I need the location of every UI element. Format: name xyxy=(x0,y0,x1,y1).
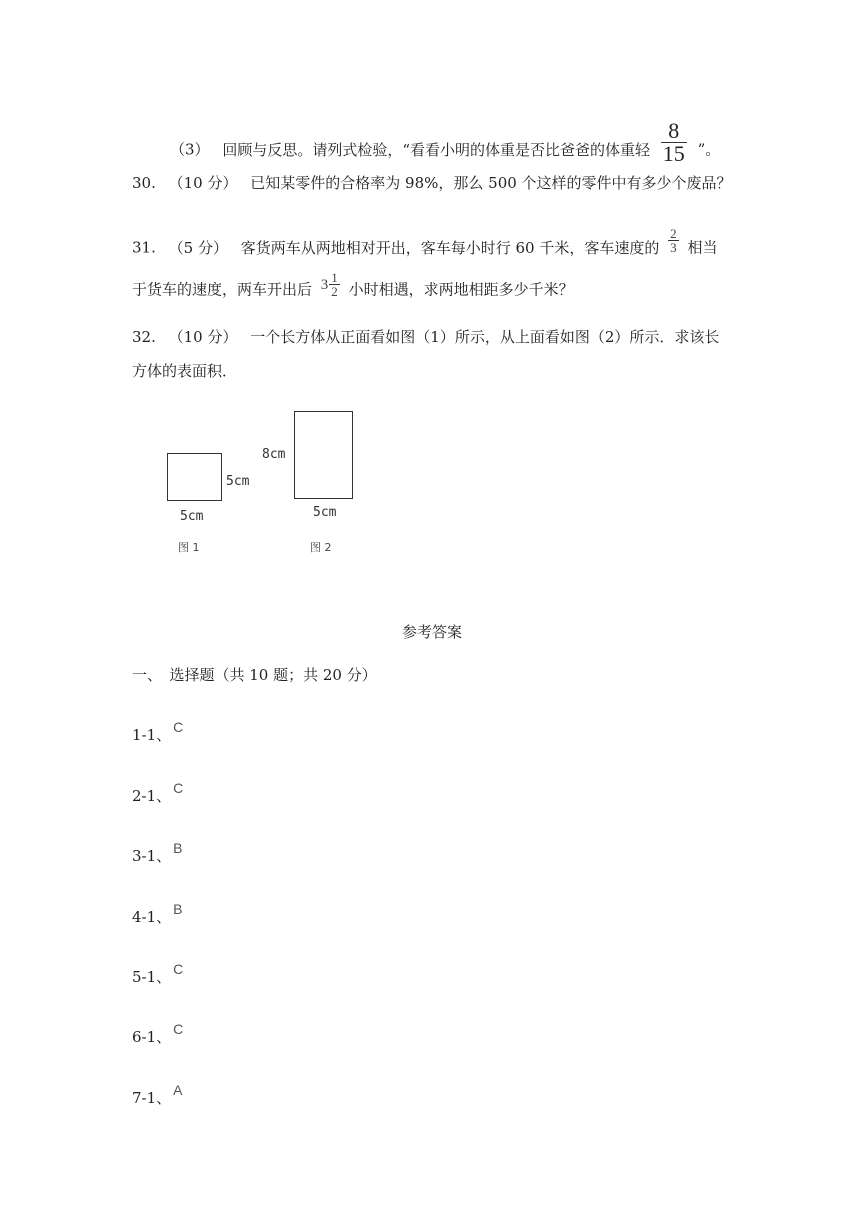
answer-value: B xyxy=(173,901,183,917)
answer-value: C xyxy=(173,1021,184,1037)
mixed-whole: 3 xyxy=(320,276,329,293)
fraction-numerator: 8 xyxy=(668,118,680,143)
answer-label: 4-1、 xyxy=(132,908,172,926)
q31-line2 xyxy=(132,270,574,304)
fraction-8-15 xyxy=(661,120,687,165)
q30-text: 已知某零件的合格率为 98%，那么 500 个这样的零件中有多少个废品？ xyxy=(250,174,732,192)
figure2-side-label: 8cm xyxy=(262,447,286,462)
answer-item xyxy=(132,719,184,745)
answer-item xyxy=(132,840,183,866)
fraction-numerator: 1 xyxy=(331,270,338,285)
answer-item xyxy=(132,780,184,806)
answer-value: A xyxy=(173,1082,183,1098)
answers-title: 参考答案 xyxy=(402,623,463,641)
q29-part3-text-end: ”。 xyxy=(697,140,721,159)
fraction-numerator: 2 xyxy=(670,226,677,241)
answer-label: 5-1、 xyxy=(132,968,172,986)
fraction-denominator: 2 xyxy=(331,284,338,299)
q31-text-line2: 于货车的速度，两车开出后 xyxy=(132,280,313,299)
answer-label: 7-1、 xyxy=(132,1089,172,1107)
answer-value: C xyxy=(173,961,184,977)
answer-value: C xyxy=(173,780,184,796)
q29-part3-label: （3） xyxy=(170,140,210,159)
answer-label: 6-1、 xyxy=(132,1028,172,1046)
figure2-caption: 图 2 xyxy=(310,541,332,554)
q32-line1 xyxy=(132,327,719,347)
fraction-denominator: 3 xyxy=(670,240,677,255)
figure1-bottom-label: 5cm xyxy=(180,509,204,524)
q31-text-line1: 客货两车从两地相对开出，客车每小时行 60 千米，客车速度的 xyxy=(240,238,660,257)
q30-score: （10 分） xyxy=(168,174,238,192)
figure1-side-label: 5cm xyxy=(226,474,250,489)
figure1-square xyxy=(167,453,222,501)
q31-number: 31. xyxy=(132,238,156,257)
answer-label: 3-1、 xyxy=(132,847,172,865)
answer-value: C xyxy=(173,719,184,735)
answer-item xyxy=(132,901,183,927)
q32-line2 xyxy=(132,361,237,381)
q32-text-line1: 一个长方体从正面看如图（1）所示，从上面看如图（2）所示．求该长 xyxy=(250,328,720,346)
q30-number: 30. xyxy=(132,174,156,192)
figure1-caption: 图 1 xyxy=(178,541,200,554)
answers-section-heading: 一、 选择题（共 10 题；共 20 分） xyxy=(132,666,377,684)
q31-score: （5 分） xyxy=(168,238,228,257)
q32-number: 32. xyxy=(132,328,156,346)
q31-line1 xyxy=(132,226,718,262)
answer-value: B xyxy=(173,840,183,856)
q31-text-line2-end: 小时相遇，求两地相距多少千米？ xyxy=(348,280,574,299)
answer-label: 2-1、 xyxy=(132,787,172,805)
answer-item xyxy=(132,1021,184,1047)
q30 xyxy=(132,173,732,193)
q29-part3-text: 回顾与反思。请列式检验，“看看小明的体重是否比爸爸的体重轻 xyxy=(222,140,650,159)
answer-item xyxy=(132,961,184,987)
q32-text-line2: 方体的表面积． xyxy=(132,362,238,380)
answer-item xyxy=(132,1082,183,1108)
mixed-number-3-1-2 xyxy=(321,271,340,298)
fraction-denominator: 15 xyxy=(662,141,685,166)
q31-text-line1-end: 相当 xyxy=(687,238,718,257)
mixed-fraction xyxy=(329,271,340,298)
figure2-bottom-label: 5cm xyxy=(313,505,337,520)
figure2-rectangle xyxy=(294,411,353,499)
answer-label: 1-1、 xyxy=(132,726,172,744)
q29-part3 xyxy=(170,118,721,173)
fraction-2-3 xyxy=(668,227,679,254)
q32-score: （10 分） xyxy=(168,328,238,346)
